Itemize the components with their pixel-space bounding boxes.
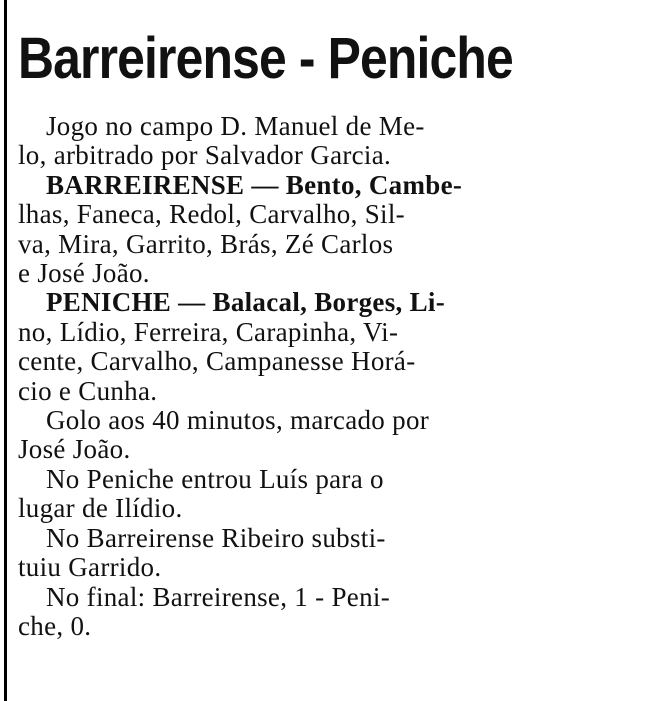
text-line: no, Lídio, Ferreira, Carapinha, Vi- [18, 316, 399, 347]
paragraph-substitution-peniche [18, 465, 618, 524]
text-line: — Bento, Cambe- [244, 169, 463, 200]
lineup-first-line [18, 288, 618, 317]
text-line: No final: Barreirense, 1 - Peni- [46, 581, 390, 612]
text-line: lhas, Faneca, Redol, Carvalho, Sil- [18, 199, 405, 230]
paragraph-final-score [18, 583, 618, 642]
text-line: José João. [18, 434, 131, 465]
text-line: va, Mira, Garrito, Brás, Zé Carlos [18, 228, 394, 259]
team-name-home: BARREIRENSE [46, 169, 245, 200]
text-line: lo, arbitrado por Salvador Garcia. [18, 140, 392, 171]
team-name-away: PENICHE [46, 287, 172, 318]
text-line: e José João. [18, 258, 150, 289]
text-line: lugar de Ilídio. [18, 493, 183, 524]
paragraph-goal [18, 406, 618, 465]
headline: Barreirense - Peniche [18, 26, 513, 91]
text-line: — Balacal, Borges, Li- [171, 287, 446, 318]
text-line: No Barreirense Ribeiro substi- [46, 522, 386, 553]
column-rule [4, 0, 7, 701]
text-line: No Peniche entrou Luís para o [46, 463, 384, 494]
text-line: cio e Cunha. [18, 375, 158, 406]
paragraph-match-info [18, 112, 618, 171]
text-line: cente, Carvalho, Campanesse Horá- [18, 346, 416, 377]
paragraph-home-lineup [18, 171, 618, 289]
text-line: tuiu Garrido. [18, 552, 162, 583]
lineup-first-line [18, 171, 618, 200]
article-body [18, 112, 618, 641]
paragraph-away-lineup [18, 288, 618, 406]
paragraph-substitution-barreirense [18, 524, 618, 583]
text-line: che, 0. [18, 610, 92, 641]
news-article [18, 0, 618, 641]
text-line: Jogo no campo D. Manuel de Me- [46, 111, 425, 141]
text-line: Golo aos 40 minutos, marcado por [46, 405, 430, 436]
